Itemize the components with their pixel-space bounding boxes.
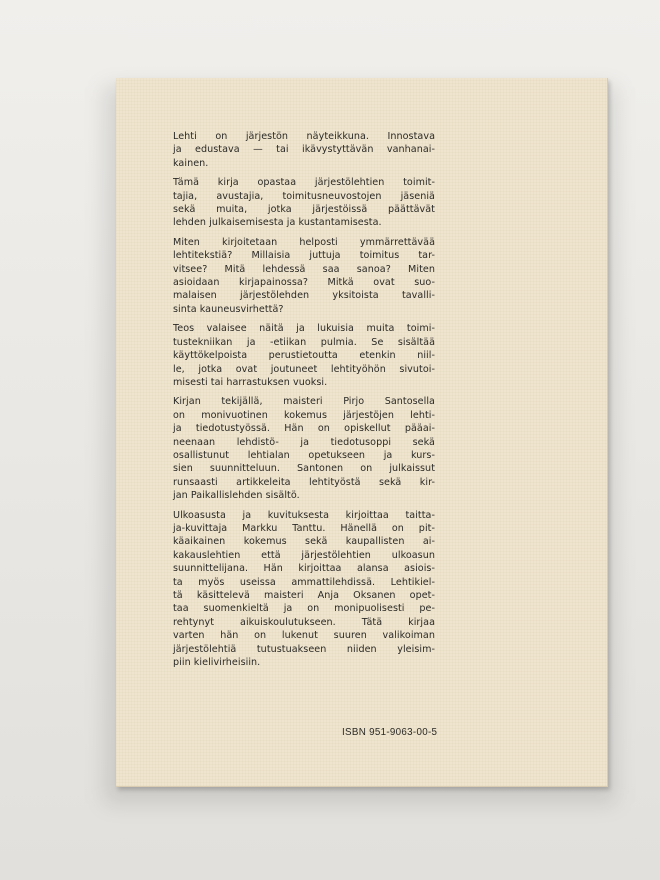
blurb-line: sekä muita, jotka järjestöissä päättävät [173,204,435,216]
blurb-line: lehden julkaisemisesta ja kustantamisesta. [173,217,382,229]
book-back-cover [116,78,608,787]
blurb-line: asioidaan kirjapainossa? Mitkä ovat suo- [173,277,435,289]
blurb-line: runsaasti artikkeleita lehtityöstä sekä kir- [173,476,435,488]
blurb-line: le, jotka ovat joutuneet lehtityöhön sivutoi- [173,363,435,375]
blurb-line: tajia, avustajia, toimitusneuvostojen jäseniä [173,190,435,202]
blurb-paragraph [173,236,435,316]
blurb-line: varten hän on lukenut suuren valikoiman [173,630,435,642]
blurb-line: Lehti on järjestön näyteikkuna. Innostava [173,131,435,142]
blurb-line: Miten kirjoitetaan helposti ymmärrettävää [173,236,435,248]
blurb-paragraph [173,130,435,170]
isbn-number: ISBN 951-9063-00-5 [342,727,438,738]
blurb-line: suunnittelijana. Hän kirjoittaa alansa asiois- [173,563,435,575]
blurb-line: kakauslehtien että järjestölehtien ulkoasun [173,549,435,561]
blurb-line: on monivuotinen kokemus järjestöjen lehti- [173,409,435,421]
blurb-line: Tämä kirja opastaa järjestölehtien toimit- [173,177,435,189]
blurb-line: lehtitekstiä? Millaisia juttuja toimitus tar- [173,250,435,262]
blurb-line: Ulkoasusta ja kuvituksesta kirjoittaa taitta- [173,509,435,521]
blurb-line: vitsee? Mitä lehdessä saa sanoa? Miten [173,263,435,275]
blurb-line: taa suomenkieltä ja on monipuolisesti pe- [173,603,435,615]
blurb-line: tustekniikan ja -etiikan pulmia. Se sisältää [173,336,435,348]
blurb-line: jan Paikallislehden sisältö. [173,490,300,502]
blurb-line: ja edustava — tai ikävystyttävän vanhanai- [173,144,435,156]
blurb-line: Kirjan tekijällä, maisteri Pirjo Santosella [173,396,435,408]
blurb-line: käaikainen kokemus sekä kaupallisten ai- [173,536,435,548]
blurb-line: tä käsittelevä maisteri Anja Oksanen opet- [173,590,435,601]
blurb-paragraph [173,509,435,670]
blurb-line: Teos valaisee näitä ja lukuisia muita toimi- [173,323,435,335]
blurb-line: osallistunut lehtialan opetukseen ja kurs- [173,449,435,461]
blurb-line: ja tiedotustyössä. Hän on opiskellut pääai- [173,423,435,435]
blurb-line: rehtynyt aikuiskoulutukseen. Tätä kirjaa [173,616,435,628]
blurb-paragraph [173,176,435,230]
blurb-line: misesti tai harrastuksen vuoksi. [173,376,328,388]
blurb-line: malaisen järjestölehden yksitoista tavalli- [173,290,435,302]
blurb-line: piin kielivirheisiin. [173,657,261,669]
blurb-line: ja-kuvittaja Markku Tanttu. Hänellä on pit- [173,522,435,534]
blurb-line: käyttökelpoista perustietoutta etenkin niil- [173,350,435,362]
blurb-line: sien suunnitteluun. Santonen on julkaissut [173,463,435,475]
blurb-paragraph [173,322,435,389]
blurb-text [173,130,435,675]
blurb-line: neenaan lehdistö- ja tiedotusoppi sekä [173,436,435,448]
blurb-paragraph [173,395,435,502]
blurb-line: ta myös useissa ammattilehdissä. Lehtikiel- [173,576,435,588]
blurb-line: järjestölehtiä tutustuakseen niiden yleisim- [173,643,435,655]
blurb-line: kainen. [173,157,209,169]
blurb-line: sinta kauneusvirhettä? [173,303,284,315]
